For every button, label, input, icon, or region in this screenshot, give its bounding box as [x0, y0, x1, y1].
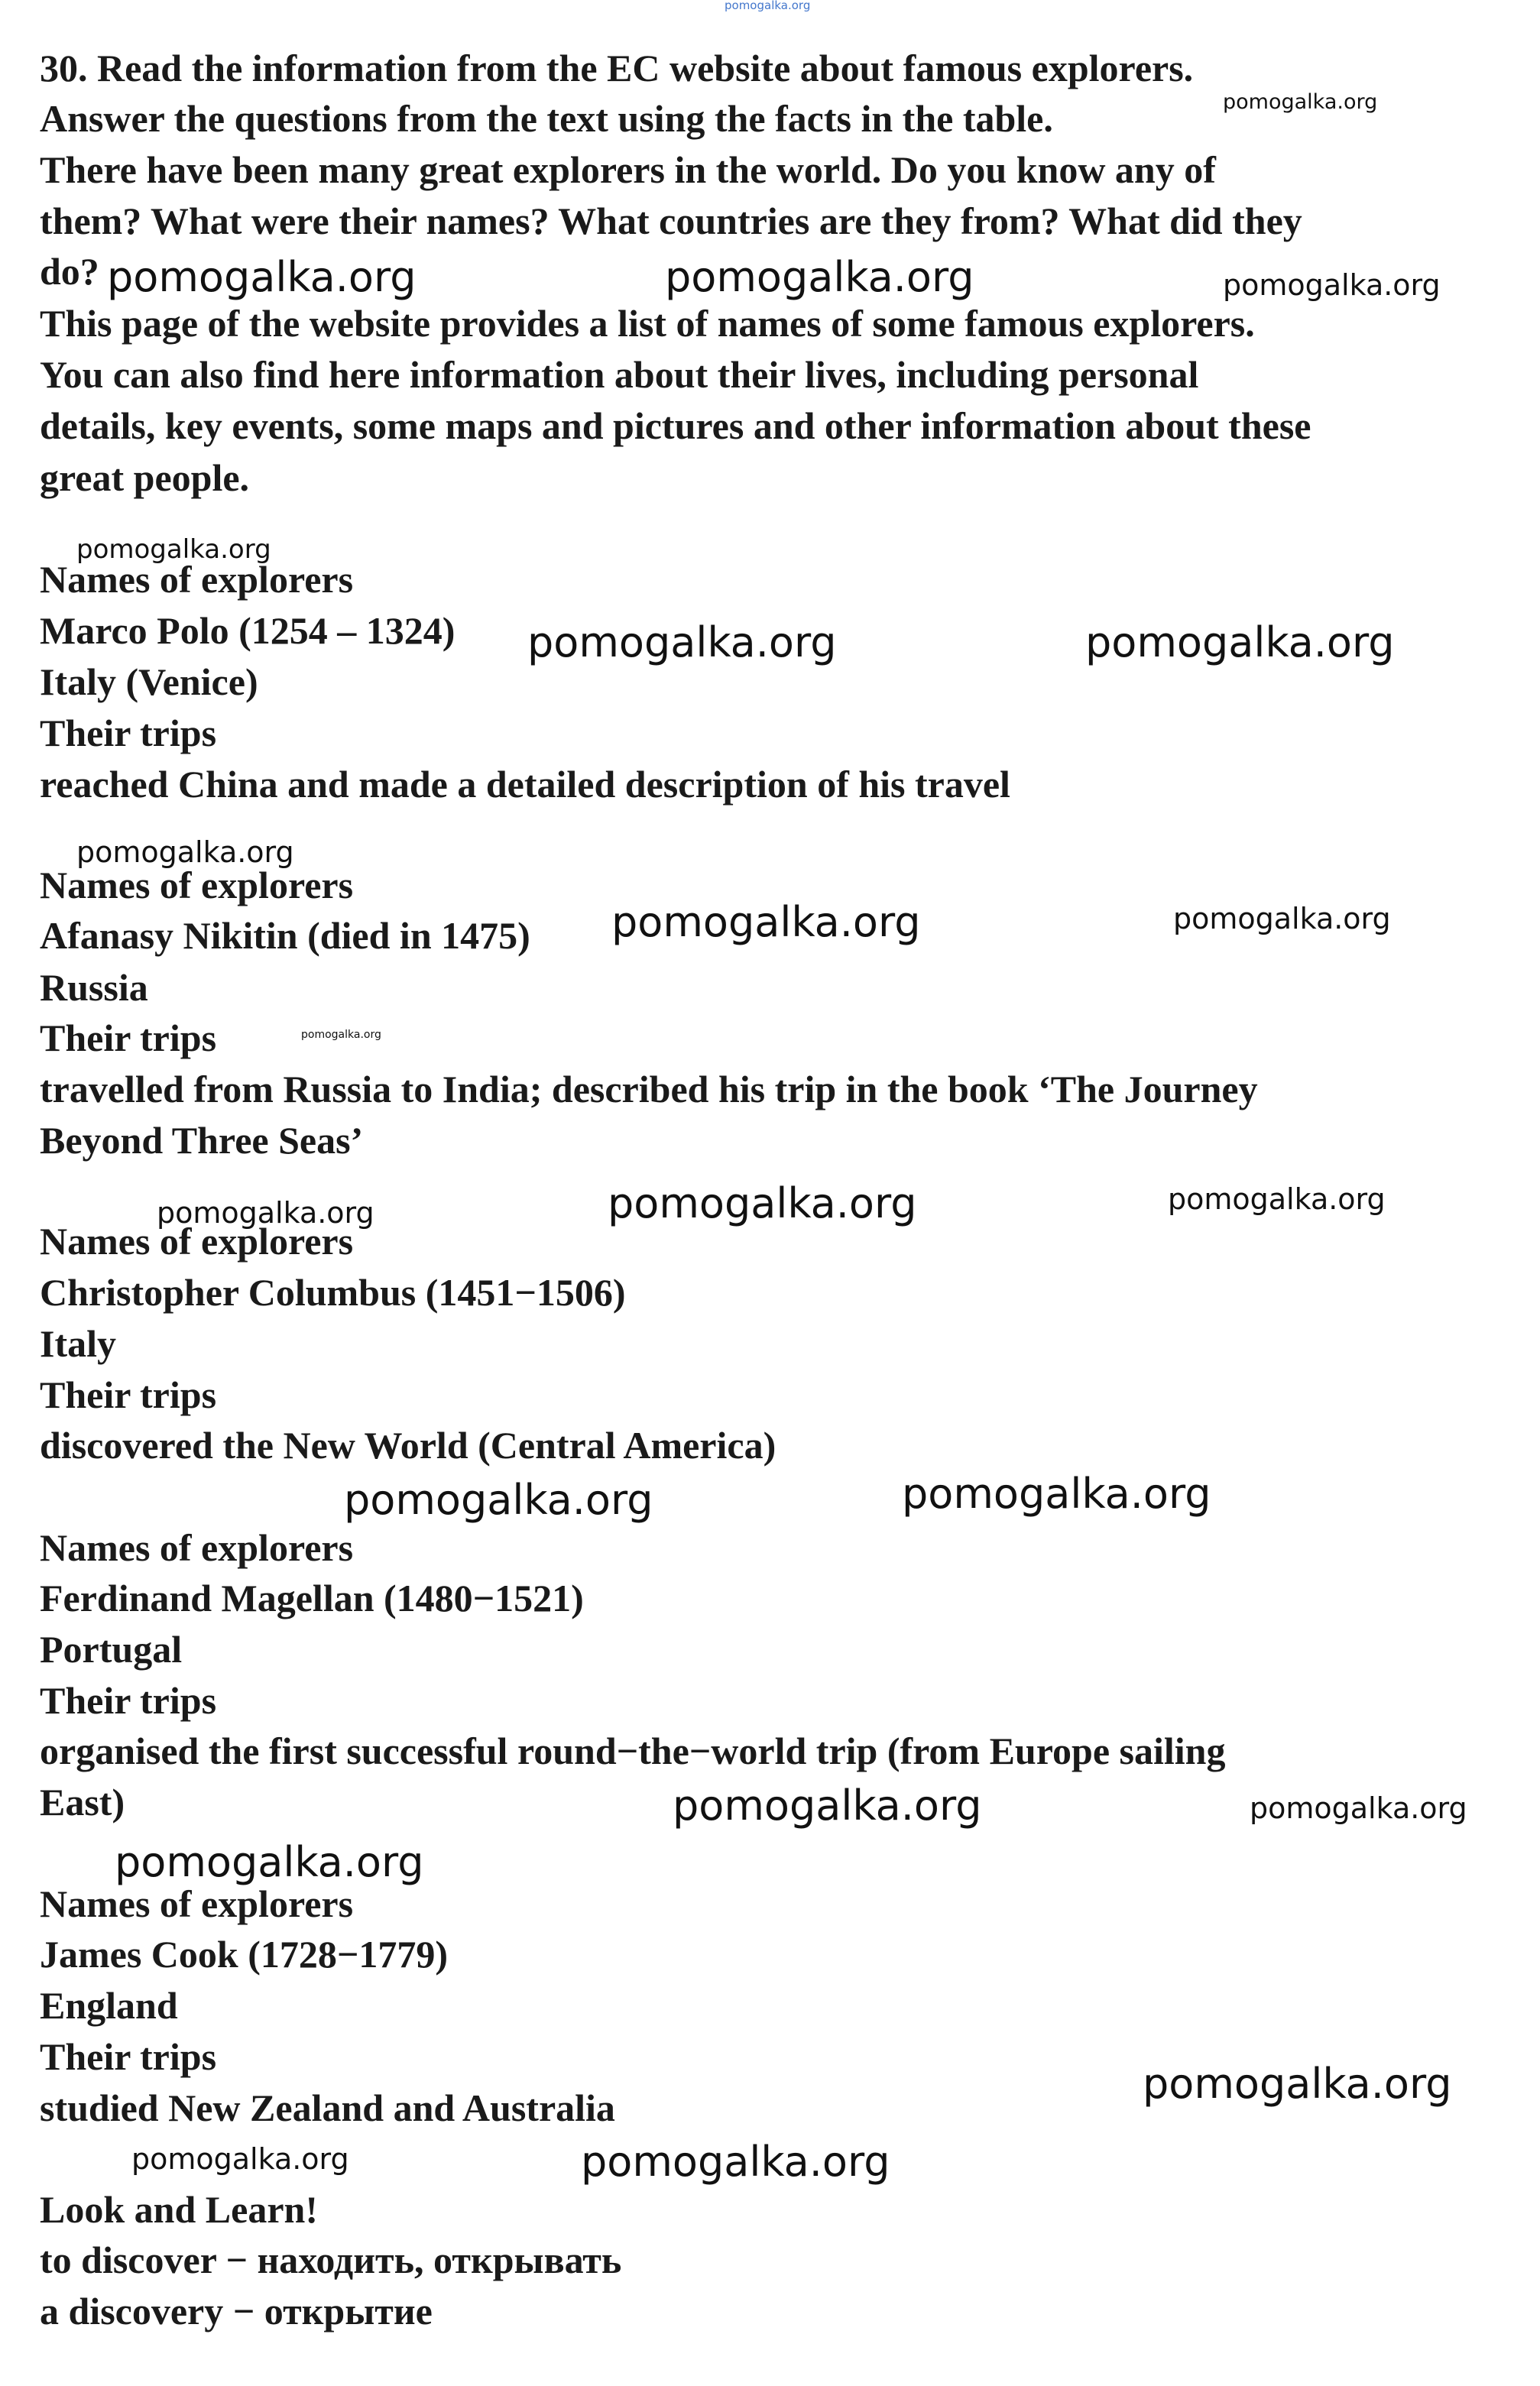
watermark: pomogalka.org [107, 253, 417, 301]
explorer-name: Afanasy Nikitin (died in 1475) [40, 914, 530, 957]
their-trips-label: Their trips [40, 712, 217, 754]
their-trips-label: Their trips [40, 1373, 217, 1416]
explorer-country: Russia [40, 966, 148, 1009]
watermark: pomogalka.org [1250, 1791, 1467, 1825]
intro-line: great people. [40, 456, 250, 499]
names-of-explorers-label: Names of explorers [40, 864, 354, 906]
watermark: pomogalka.org [76, 835, 294, 869]
watermark: pomogalka.org [611, 898, 921, 946]
explorer-name: Christopher Columbus (1451−1506) [40, 1271, 626, 1314]
watermark: pomogalka.org [131, 2142, 349, 2176]
their-trips-label: Their trips [40, 1679, 217, 1722]
vocabulary-item: a discovery − открытие [40, 2290, 433, 2333]
explorer-country: Italy [40, 1322, 116, 1365]
vocabulary-item: to discover − находить, открывать [40, 2238, 622, 2281]
watermark: pomogalka.org [157, 1196, 374, 1230]
explorer-trips: East) [40, 1781, 125, 1824]
watermark: pomogalka.org [665, 253, 974, 301]
task-title-line-2: Answer the questions from the text using the facts in the table. [40, 97, 1053, 140]
names-of-explorers-label: Names of explorers [40, 1882, 354, 1925]
task-title-line-1: 30. Read the information from the EC website about famous explorers. [40, 47, 1194, 89]
watermark: pomogalka.org [1085, 618, 1395, 666]
watermark: pomogalka.org [581, 2138, 890, 2186]
look-and-learn-title: Look and Learn! [40, 2188, 318, 2231]
explorer-trips: reached China and made a detailed description of his travel [40, 763, 1010, 806]
watermark: pomogalka.org [115, 1838, 424, 1886]
explorer-country: Portugal [40, 1628, 183, 1671]
watermark: pomogalka.org [902, 1470, 1211, 1518]
watermark-top: pomogalka.org [725, 0, 811, 12]
watermark: pomogalka.org [1143, 2060, 1452, 2108]
explorer-name: Ferdinand Magellan (1480−1521) [40, 1577, 584, 1619]
watermark: pomogalka.org [344, 1476, 653, 1524]
watermark: pomogalka.org [527, 618, 837, 666]
watermark: pomogalka.org [1168, 1182, 1386, 1216]
explorer-country: Italy (Venice) [40, 660, 258, 703]
intro-line: them? What were their names? What countries are they from? What did they [40, 199, 1302, 242]
names-of-explorers-label: Names of explorers [40, 558, 354, 601]
watermark: pomogalka.org [76, 534, 271, 565]
watermark: pomogalka.org [1173, 902, 1391, 935]
explorer-trips: Beyond Three Seas’ [40, 1119, 364, 1162]
explorer-name: James Cook (1728−1779) [40, 1933, 449, 1976]
watermark: pomogalka.org [301, 1029, 381, 1041]
intro-line: This page of the website provides a list of names of some famous explorers. [40, 302, 1255, 345]
explorer-trips: discovered the New World (Central America) [40, 1424, 776, 1467]
explorer-country: England [40, 1984, 178, 2027]
explorer-name: Marco Polo (1254 – 1324) [40, 609, 456, 652]
intro-line: You can also find here information about their lives, including personal [40, 353, 1199, 396]
intro-line: do? [40, 250, 99, 293]
explorer-trips: organised the first successful round−the−world trip (from Europe sailing [40, 1730, 1226, 1772]
intro-line: details, key events, some maps and pictures and other information about these [40, 404, 1311, 447]
watermark: pomogalka.org [1223, 268, 1441, 302]
their-trips-label: Their trips [40, 2035, 217, 2078]
names-of-explorers-label: Names of explorers [40, 1220, 354, 1263]
watermark: pomogalka.org [673, 1781, 982, 1830]
explorer-trips: travelled from Russia to India; described his trip in the book ‘The Journey [40, 1068, 1258, 1110]
watermark: pomogalka.org [1223, 90, 1378, 114]
explorer-trips: studied New Zealand and Australia [40, 2086, 615, 2129]
watermark: pomogalka.org [608, 1179, 917, 1227]
names-of-explorers-label: Names of explorers [40, 1526, 354, 1569]
intro-line: There have been many great explorers in the world. Do you know any of [40, 148, 1216, 191]
their-trips-label: Their trips [40, 1016, 217, 1059]
